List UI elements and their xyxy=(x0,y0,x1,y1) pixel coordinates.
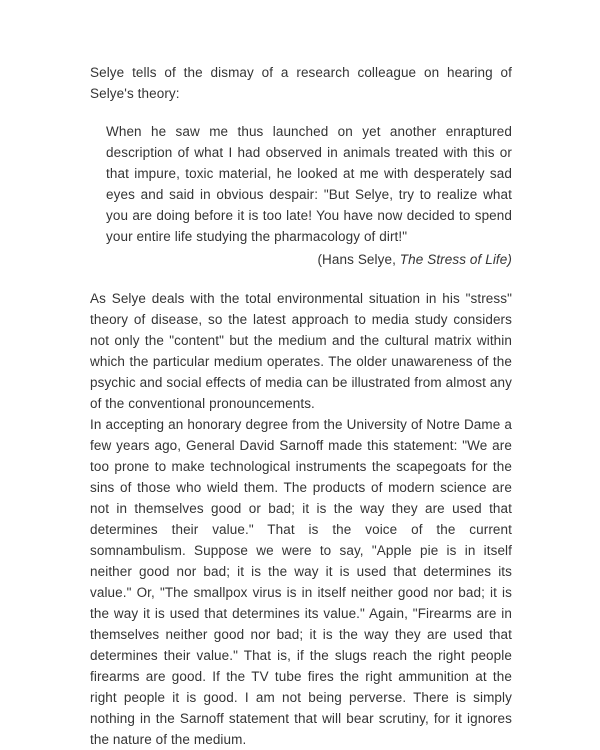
attribution-line xyxy=(106,249,512,270)
attribution-book-title: The Stress of Life) xyxy=(399,252,512,267)
body-paragraph-2: In accepting an honorary degree from the University of Notre Dame a few years ago, General David Sarnoff made this statement: "We are too prone to make technological instruments the scapegoats for the sins of those who wield them. The products of modern science are not in themselves good or bad; it is the way they are used that determines their value." That is the voice of the current somnambulism. Suppose we were to say, "Apple pie is in itself neither good nor bad; it is the way it is used that determines its value." Or, "The smallpox virus is in itself neither good nor bad; it is the way it is used that determines its value." Again, "Firearms are in themselves neither good nor bad; it is the way they are used that determines their value." That is, if the slugs reach the right people firearms are good. If the TV tube fires the right ammunition at the right people it is good. I am not being perverse. There is simply nothing in the Sarnoff statement that will bear scrutiny, for it ignores the nature of the medium. xyxy=(90,417,512,747)
blockquote xyxy=(106,121,512,270)
body-paragraph-1: As Selye deals with the total environmental situation in his "stress" theory of disease, so the latest approach to media study considers not only the "content" but the medium and the cultural matrix within which the particular medium operates. The older unawareness of the psychic and social effects of media can be illustrated from almost any of the conventional pronouncements. xyxy=(90,291,512,411)
attribution-prefix: (Hans Selye, xyxy=(317,252,400,267)
intro-paragraph: Selye tells of the dismay of a research colleague on hearing of Selye's theory: xyxy=(90,65,512,101)
blockquote-text: When he saw me thus launched on yet another enraptured description of what I had observed in animals treated with this or that impure, toxic material, he looked at me with desperately sad eyes and said in obvious despair: "But Selye, try to realize what you are doing before it is too late! You have now decided to spend your entire life studying the pharmacology of dirt!" xyxy=(106,124,512,244)
